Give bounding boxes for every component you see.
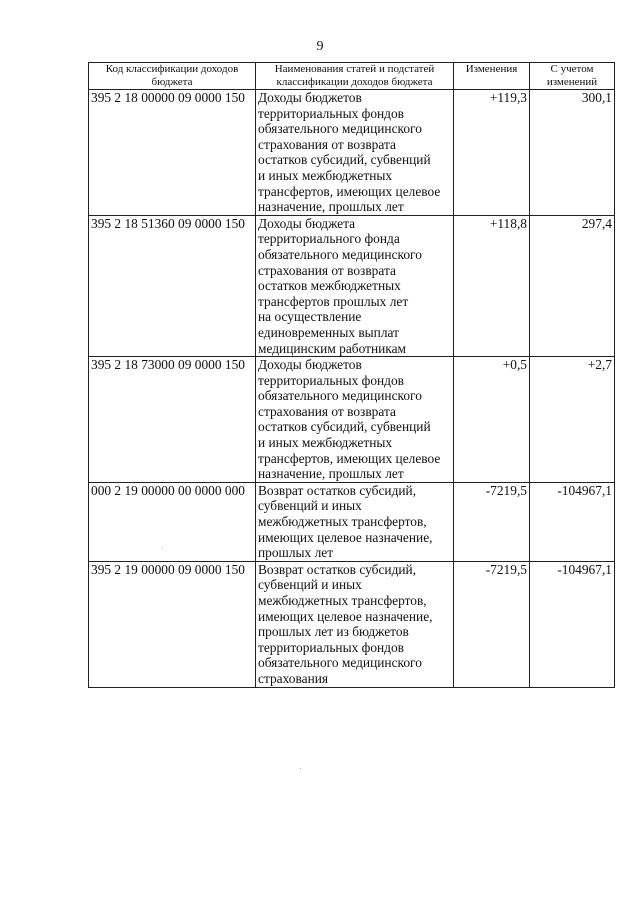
cell-change: +119,3 <box>454 90 530 216</box>
cell-name-line: прошлых лет <box>258 545 334 561</box>
cell-code: 000 2 19 00000 00 0000 000 <box>89 482 256 561</box>
cell-total: +2,7 <box>530 357 615 483</box>
cell-total: -104967,1 <box>530 482 615 561</box>
cell-change: -7219,5 <box>454 561 530 687</box>
cell-name-line: обязательного медицинского <box>258 388 422 404</box>
cell-name-line: прошлых лет из бюджетов <box>258 624 409 640</box>
cell-name-line: и иных межбюджетных <box>258 435 393 451</box>
cell-name-line: остатков субсидий, субвенций <box>258 419 431 435</box>
cell-name-line: территориального фонда <box>258 231 400 247</box>
budget-income-table <box>88 62 615 688</box>
scan-speck <box>300 768 301 769</box>
cell-total: -104967,1 <box>530 561 615 687</box>
cell-name-line: обязательного медицинского <box>258 121 422 137</box>
header-change: Изменения <box>454 63 530 90</box>
cell-name-line: Доходы бюджета <box>258 215 356 231</box>
cell-name-line: назначение, прошлых лет <box>258 199 404 215</box>
cell-name-line: имеющих целевое назначение, <box>258 608 433 624</box>
cell-name <box>256 482 454 561</box>
cell-name-line: медицинским работникам <box>258 340 407 356</box>
cell-name-line: обязательного медицинского <box>258 246 422 262</box>
cell-name-line: межбюджетных трансфертов, <box>258 514 427 530</box>
cell-name-line: территориальных фондов <box>258 105 405 121</box>
cell-total: 300,1 <box>530 90 615 216</box>
cell-name-line: остатков субсидий, субвенций <box>258 152 431 168</box>
cell-name-line: субвенций и иных <box>258 577 362 593</box>
table-row <box>89 357 615 483</box>
cell-name <box>256 215 454 356</box>
table-header-row <box>89 63 615 90</box>
cell-change: +118,8 <box>454 215 530 356</box>
table-row <box>89 90 615 216</box>
cell-name-line: трансфертов, имеющих целевое <box>258 183 441 199</box>
cell-name-line: трансфертов, имеющих целевое <box>258 450 441 466</box>
scan-speck <box>162 548 163 549</box>
cell-name-line: и иных межбюджетных <box>258 167 393 183</box>
cell-name <box>256 90 454 216</box>
header-total: С учетом изменений <box>530 63 615 90</box>
cell-name-line: территориальных фондов <box>258 639 405 655</box>
cell-name-line: остатков межбюджетных <box>258 278 401 294</box>
cell-name-line: субвенций и иных <box>258 498 362 514</box>
cell-name-line: обязательного медицинского <box>258 655 422 671</box>
cell-name-line: имеющих целевое назначение, <box>258 529 433 545</box>
cell-code: 395 2 18 00000 09 0000 150 <box>89 90 256 216</box>
header-code: Код классификации доходов бюджета <box>89 63 256 90</box>
cell-change: +0,5 <box>454 357 530 483</box>
cell-name-line: трансфертов прошлых лет <box>258 293 409 309</box>
cell-name-line: назначение, прошлых лет <box>258 466 404 482</box>
cell-name <box>256 357 454 483</box>
cell-name-line: Возврат остатков субсидий, <box>258 561 417 577</box>
table-row <box>89 561 615 687</box>
cell-name <box>256 561 454 687</box>
cell-name-line: страхования от возврата <box>258 403 396 419</box>
cell-name-line: Доходы бюджетов <box>258 90 362 105</box>
cell-name-line: межбюджетных трансфертов, <box>258 593 427 608</box>
cell-total: 297,4 <box>530 215 615 356</box>
cell-name-line: территориальных фондов <box>258 372 405 388</box>
cell-code: 395 2 19 00000 09 0000 150 <box>89 561 256 687</box>
cell-name-line: единовременных выплат <box>258 324 399 340</box>
cell-code: 395 2 18 51360 09 0000 150 <box>89 215 256 356</box>
page-number: 9 <box>316 39 324 54</box>
table-row <box>89 215 615 356</box>
cell-code: 395 2 18 73000 09 0000 150 <box>89 357 256 483</box>
cell-name-line: Возврат остатков субсидий, <box>258 482 417 498</box>
table-row <box>89 482 615 561</box>
cell-name-line: страхования <box>258 670 329 686</box>
cell-name-line: на осуществление <box>258 309 362 325</box>
header-name: Наименования статей и подстатей классификации доходов бюджета <box>256 63 454 90</box>
cell-name-line: страхования от возврата <box>258 262 396 278</box>
cell-change: -7219,5 <box>454 482 530 561</box>
cell-name-line: Доходы бюджетов <box>258 357 362 373</box>
cell-name-line: страхования от возврата <box>258 136 396 152</box>
